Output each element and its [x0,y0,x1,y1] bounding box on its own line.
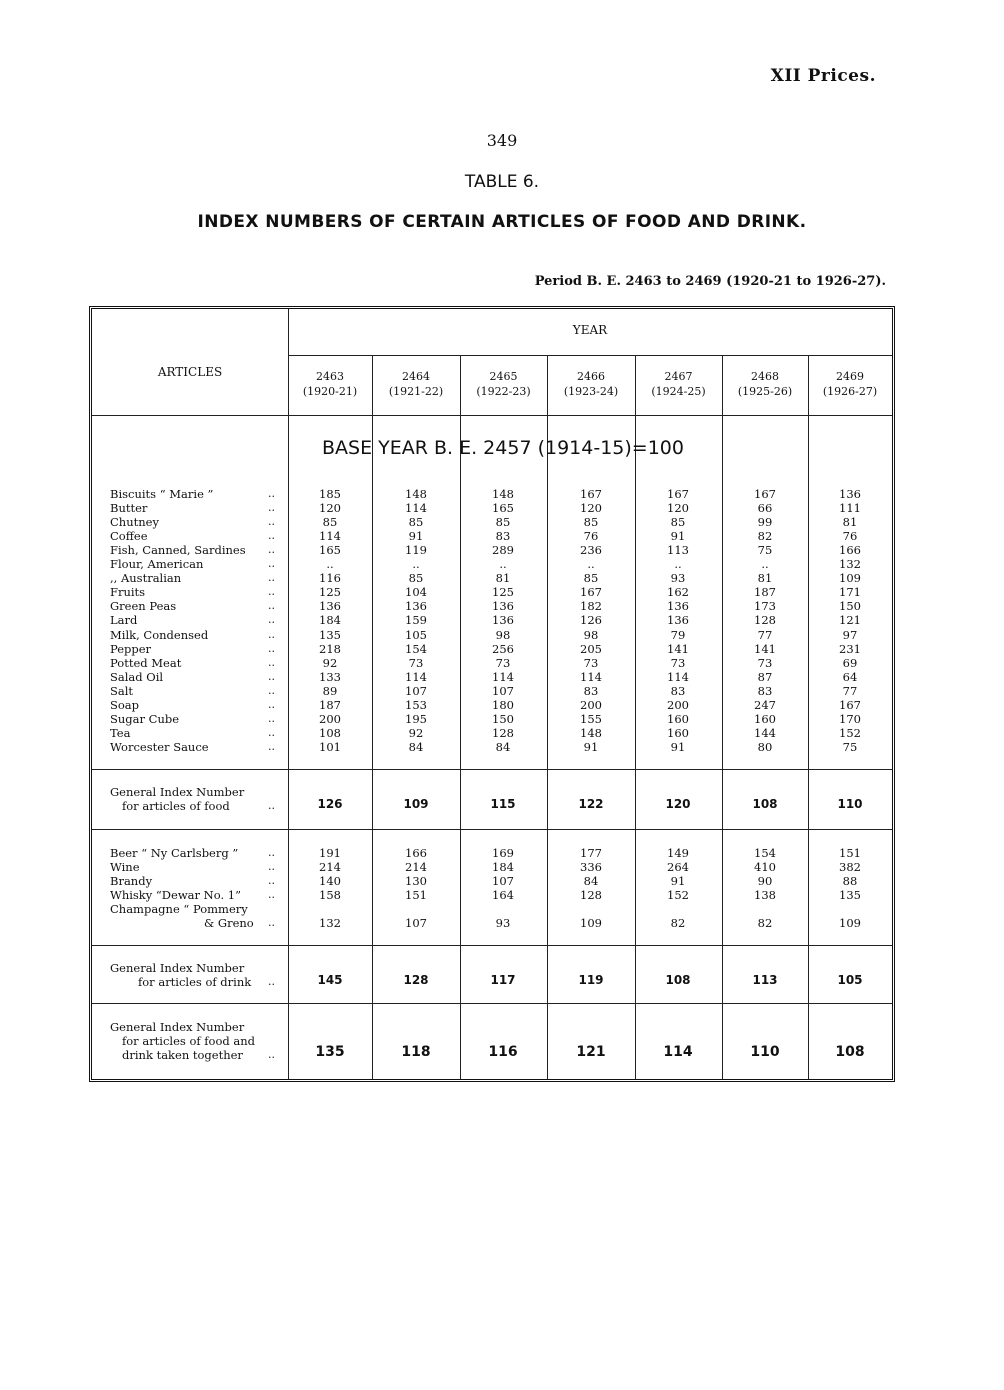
page-number: 349 [486,131,518,150]
table-cell: 133 [319,669,341,684]
table-cell: 85 [583,571,599,586]
table-cell: 87 [757,669,773,684]
leader-dots: .. [268,1048,275,1061]
table-cell: 177 [580,846,602,860]
year-header-cell: 2466 (1923-24) [563,370,619,398]
table-cell: 236 [580,543,602,558]
leader-dots: .. [268,543,275,557]
table-cell: 231 [839,641,861,656]
table-cell: 160 [667,725,689,740]
leader-dots: .. [268,739,275,753]
row-label: Sugar Cube [110,711,180,726]
table-cell: 150 [492,711,514,726]
table-cell: .. [499,557,507,572]
table-cell: 73 [408,655,424,670]
table-cell: 120 [665,797,691,811]
row-label: Fish, Canned, Sardines [110,543,246,558]
table-cell: 119 [405,543,427,558]
row-label: ,, Australian [110,571,182,586]
table-cell: 98 [495,627,511,642]
table-cell: 120 [667,501,689,516]
table-cell: 128 [754,613,776,628]
row-label: Wine [110,860,140,874]
table-cell: 69 [842,655,858,670]
year-header-cell: 2467 (1924-25) [651,370,706,398]
table-cell: 145 [317,973,343,987]
table-cell: 81 [842,515,858,530]
row-label: Coffee [110,529,148,544]
table-cell: 82 [757,529,773,544]
index-table [89,306,895,1082]
year-header-cell: 2463 (1920-21) [302,370,358,398]
leader-dots: .. [268,846,275,859]
table-cell: 136 [492,613,514,628]
table-cell: 184 [492,860,514,874]
table-cell: 167 [839,697,861,712]
row-label: Beer “ Ny Carlsberg ” [110,846,239,860]
table-cell: 81 [495,571,511,586]
table-cell: 85 [583,515,599,530]
table-cell: 148 [492,487,514,501]
table-cell: 136 [667,613,689,628]
year-header-cell: 2465 (1922-23) [476,370,531,398]
leader-dots: .. [268,641,275,655]
table-cell: 125 [492,585,514,600]
row-label: Biscuits “ Marie ” [110,487,214,501]
table-cell: 85 [408,515,424,530]
table-cell: 149 [667,846,689,860]
table-cell: 154 [405,641,427,656]
table-label: TABLE 6. [464,172,540,192]
table-cell: 200 [580,697,602,712]
table-cell: 105 [405,627,427,642]
table-cell: 117 [490,973,516,987]
row-label: General Index Number [110,961,245,975]
leader-dots: .. [268,725,275,739]
table-cell: 73 [495,655,511,670]
table-cell: 99 [757,515,773,530]
table-cell: 165 [319,543,341,558]
leader-dots: .. [268,888,275,901]
table-cell: 116 [488,1044,518,1060]
table-cell: .. [326,557,334,572]
table-cell: 205 [580,641,602,656]
table-cell: 91 [670,874,686,888]
table-cell: 85 [408,571,424,586]
table-cell: 191 [319,846,341,860]
table-cell: 105 [837,973,863,987]
table-cell: 153 [405,697,427,712]
leader-dots: .. [268,501,275,515]
table-cell: 83 [670,683,686,698]
table-cell: 164 [492,888,514,902]
table-cell: 83 [495,529,511,544]
table-cell: 81 [757,571,773,586]
table-cell: 85 [670,515,686,530]
table-cell: 83 [757,683,773,698]
table-cell: 136 [839,487,861,501]
leader-dots: .. [268,515,275,529]
base-year-note: BASE YEAR B. E. 2457 (1914-15)=100 [322,437,684,459]
table-cell: 166 [839,543,861,558]
leader-dots: .. [268,975,275,988]
table-cell: 85 [322,515,338,530]
row-label: Chutney [110,515,159,530]
table-cell: 158 [319,888,341,902]
leader-dots: .. [268,487,275,500]
table-cell: 130 [405,874,427,888]
table-cell: 150 [839,599,861,614]
row-label: Champagne “ Pommery [110,902,248,916]
table-cell: .. [412,557,420,572]
table-cell: 110 [750,1044,780,1060]
row-label: for articles of food [122,799,230,813]
table-cell: 121 [576,1044,606,1060]
table-cell: 75 [757,543,773,558]
table-cell: 114 [663,1044,693,1060]
table-cell: 76 [583,529,599,544]
table-cell: 144 [754,725,776,740]
table-cell: 109 [580,916,602,930]
table-cell: 116 [319,571,341,586]
leader-dots: .. [268,571,275,585]
leader-dots: .. [268,711,275,725]
table-cell: 83 [583,683,599,698]
table-cell: 107 [405,683,427,698]
leader-dots: .. [268,557,275,571]
table-cell: 114 [492,669,514,684]
row-label: drink taken together [122,1048,243,1062]
table-cell: 132 [839,557,861,572]
table-cell: 182 [580,599,602,614]
row-label: Pepper [110,641,152,656]
table-cell: 264 [667,860,689,874]
table-cell: 82 [757,916,773,930]
table-cell: 113 [667,543,689,558]
table-cell: 128 [403,973,429,987]
table-cell: 148 [405,487,427,501]
table-cell: 84 [495,739,511,754]
leader-dots: .. [268,799,275,812]
table-cell: 173 [754,599,776,614]
row-label: Fruits [110,585,146,600]
table-cell: 89 [322,683,338,698]
table-cell: 125 [319,585,341,600]
table-cell: 167 [754,487,776,501]
table-cell: 128 [492,725,514,740]
table-cell: 136 [405,599,427,614]
table-cell: 101 [319,739,341,754]
table-cell: 247 [754,697,776,712]
table-cell: 166 [405,846,427,860]
row-label: Butter [110,501,148,516]
table-cell: 97 [842,627,858,642]
table-cell: 141 [754,641,776,656]
table-cell: 136 [319,599,341,614]
table-cell: 155 [580,711,602,726]
table-cell: 118 [401,1044,431,1060]
table-cell: 93 [495,916,511,930]
table-cell: 136 [492,599,514,614]
table-cell: 111 [839,501,861,516]
leader-dots: .. [268,916,275,929]
table-cell: 132 [319,916,341,930]
row-label: Soap [110,697,140,712]
table-cell: 214 [405,860,427,874]
table-cell: 108 [752,797,778,811]
table-cell: 154 [754,846,776,860]
table-cell: 171 [839,585,861,600]
leader-dots: .. [268,655,275,669]
leader-dots: .. [268,585,275,599]
row-label: Salad Oil [110,669,164,684]
table-cell: 109 [839,916,861,930]
table-cell: 76 [842,529,858,544]
leader-dots: .. [268,874,275,887]
table-cell: 148 [580,725,602,740]
table-cell: 108 [665,973,691,987]
table-cell: 162 [667,585,689,600]
table-cell: 122 [578,797,604,811]
table-cell: 160 [667,711,689,726]
table-cell: 141 [667,641,689,656]
leader-dots: .. [268,683,275,697]
table-cell: 91 [408,529,424,544]
table-cell: 119 [578,973,604,987]
table-cell: 66 [757,501,773,516]
table-cell: 85 [495,515,511,530]
year-header-cell: 2464 (1921-22) [388,370,444,398]
table-cell: 113 [752,973,778,987]
row-label: Brandy [110,874,153,888]
table-cell: .. [674,557,682,572]
table-cell: 104 [405,585,427,600]
year-header-cell: 2469 (1926-27) [822,370,878,398]
leader-dots: .. [268,627,275,641]
table-cell: 410 [754,860,776,874]
leader-dots: .. [268,697,275,711]
table-cell: 126 [580,613,602,628]
table-cell: 88 [842,874,858,888]
table-cell: 167 [580,585,602,600]
table-cell: 109 [839,571,861,586]
table-cell: 195 [405,711,427,726]
table-cell: 152 [839,725,861,740]
table-cell: 92 [322,655,338,670]
table-cell: 107 [492,874,514,888]
leader-dots: .. [268,613,275,627]
row-label: Potted Meat [110,655,182,670]
table-cell: 185 [319,487,341,501]
table-cell: 200 [319,711,341,726]
table-cell: 165 [492,501,514,516]
table-cell: 151 [839,846,861,860]
table-cell: 82 [670,916,686,930]
table-cell: 92 [408,725,424,740]
table-cell: 214 [319,860,341,874]
row-label: Worcester Sauce [110,739,209,754]
table-cell: 140 [319,874,341,888]
table-cell: 108 [319,725,341,740]
table-cell: 138 [754,888,776,902]
row-label: General Index Number [110,785,245,799]
table-cell: 128 [580,888,602,902]
table-cell: 75 [842,739,858,754]
section-label: XII Prices. [770,66,876,86]
period-note: Period B. E. 2463 to 2469 (1920-21 to 1926-27). [534,274,886,289]
table-cell: 160 [754,711,776,726]
row-label: General Index Number [110,1020,245,1034]
table-cell: 84 [408,739,424,754]
table-cell: 107 [492,683,514,698]
table-cell: 79 [670,627,686,642]
table-cell: 108 [835,1044,865,1060]
table-cell: 256 [492,641,514,656]
table-cell: 98 [583,627,599,642]
table-cell: 73 [583,655,599,670]
table-cell: 115 [490,797,516,811]
table-cell: 91 [670,739,686,754]
table-cell: 90 [757,874,773,888]
table-cell: 114 [667,669,689,684]
row-label: Salt [110,683,134,698]
table-cell: 184 [319,613,341,628]
table-cell: 91 [583,739,599,754]
table-cell: 114 [405,669,427,684]
table-cell: 289 [492,543,514,558]
leader-dots: .. [268,860,275,873]
row-label: Milk, Condensed [110,627,209,642]
table-cell: 114 [405,501,427,516]
table-cell: 121 [839,613,861,628]
table-cell: 93 [670,571,686,586]
table-cell: 170 [839,711,861,726]
table-cell: 180 [492,697,514,712]
row-label: Lard [110,613,138,628]
table-cell: 169 [492,846,514,860]
table-cell: 73 [670,655,686,670]
table-cell: 151 [405,888,427,902]
table-cell: 120 [580,501,602,516]
table-cell: 135 [839,888,861,902]
table-cell: 187 [319,697,341,712]
table-cell: 187 [754,585,776,600]
table-cell: 200 [667,697,689,712]
row-label: for articles of drink [138,975,252,989]
table-cell: .. [761,557,769,572]
table-cell: 114 [319,529,341,544]
table-cell: 126 [317,797,343,811]
table-cell: 167 [580,487,602,501]
table-cell: 135 [315,1044,345,1060]
table-cell: 91 [670,529,686,544]
table-cell: 84 [583,874,599,888]
year-header: YEAR [572,323,608,337]
table-title: INDEX NUMBERS OF CERTAIN ARTICLES OF FOOD AND DRINK. [197,212,807,232]
table-cell: 382 [839,860,861,874]
table-cell: 159 [405,613,427,628]
table-cell: 152 [667,888,689,902]
table-cell: 336 [580,860,602,874]
table-cell: 80 [757,739,773,754]
table-cell: 109 [403,797,429,811]
table-cell: 107 [405,916,427,930]
table-cell: .. [587,557,595,572]
table-cell: 167 [667,487,689,501]
table-cell: 218 [319,641,341,656]
articles-header: ARTICLES [157,365,223,379]
year-header-cell: 2468 (1925-26) [737,370,793,398]
table-cell: 120 [319,501,341,516]
row-label: & Greno [204,916,254,930]
leader-dots: .. [268,669,275,683]
leader-dots: .. [268,529,275,543]
table-cell: 77 [757,627,773,642]
row-label: Green Peas [110,599,177,614]
table-cell: 64 [842,669,858,684]
table-cell: 135 [319,627,341,642]
table-cell: 136 [667,599,689,614]
row-label: Tea [110,725,131,740]
row-label: Flour, American [110,557,204,572]
leader-dots: .. [268,599,275,613]
table-cell: 77 [842,683,858,698]
table-cell: 114 [580,669,602,684]
table-cell: 73 [757,655,773,670]
row-label: Whisky “Dewar No. 1” [110,888,241,902]
table-cell: 110 [837,797,863,811]
row-label: for articles of food and [122,1034,256,1048]
